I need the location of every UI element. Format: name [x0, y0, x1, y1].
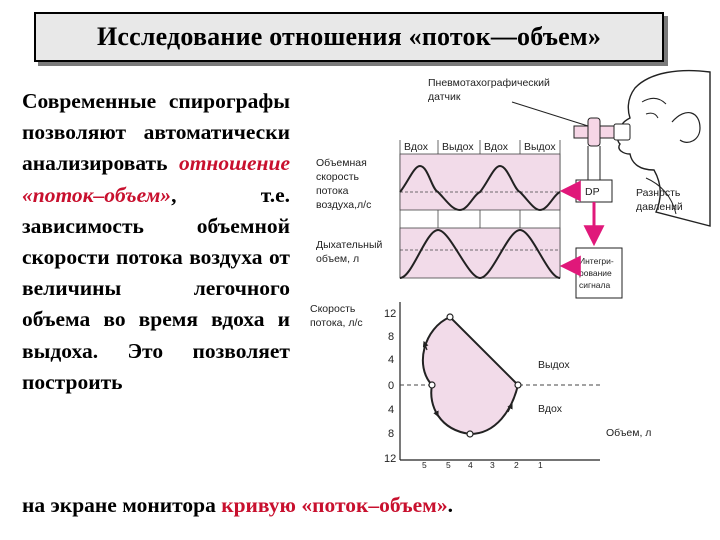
loop-end-point	[429, 382, 435, 388]
dp-label: DP	[585, 186, 600, 198]
integration-label-line1: Интегри-	[579, 256, 614, 266]
expiration-label: Выдох	[538, 359, 570, 371]
peak-inspiratory-point	[467, 431, 473, 437]
y-tick-6: 8	[388, 428, 395, 440]
body-paragraph	[22, 86, 290, 398]
body-text-part1: Современные спирографы позволяют автоматически анализировать	[22, 89, 290, 176]
y-tick-1: 12	[384, 308, 397, 320]
x-tick-4: 3	[490, 460, 495, 470]
x-tick-2: 5	[446, 460, 451, 470]
y-tick-7: 12	[384, 453, 397, 465]
y-tick-5: 4	[388, 404, 395, 416]
title-box	[34, 12, 664, 62]
peak-expiratory-point	[447, 314, 453, 320]
pressure-label-line1: Разность	[636, 187, 681, 199]
x-tick-5: 2	[514, 460, 519, 470]
inspiration-label: Вдох	[538, 403, 562, 415]
pressure-label-line2: давлений	[636, 201, 683, 213]
y-tick-2: 8	[388, 331, 395, 343]
body-last-line	[22, 490, 712, 520]
body-text-part3: на экране монитора	[22, 493, 222, 517]
highlight-flow-volume-curve: кривую «поток–объем»	[221, 493, 448, 517]
volume-label-line2: объем, л	[316, 253, 360, 265]
body-text-part4: .	[447, 493, 453, 517]
y-tick-3: 4	[388, 354, 395, 366]
flow-label-line1: Объемная	[316, 157, 367, 169]
phase-label-2: Выдох	[442, 141, 474, 153]
phase-label-4: Выдох	[524, 141, 556, 153]
integration-label-line3: сигнала	[579, 280, 611, 290]
spirography-diagram	[300, 66, 712, 470]
sensor-pointer-line	[512, 102, 588, 126]
y-tick-4: 0	[388, 380, 395, 392]
x-tick-3: 4	[468, 460, 473, 470]
phase-label-3: Вдох	[484, 141, 508, 153]
loop-y-label-line2: потока, л/с	[310, 317, 363, 329]
flow-waveform-panel	[400, 154, 560, 210]
volume-axis-label: Объем, л	[606, 427, 652, 439]
volume-label-line1: Дыхательный	[316, 239, 383, 251]
integration-label-line2: рование	[579, 268, 612, 278]
loop-y-label-line1: Скорость	[310, 303, 356, 315]
flow-label-line2: скорость	[316, 171, 360, 183]
x-tick-1: 5	[422, 460, 427, 470]
flow-label-line3: потока	[316, 185, 349, 197]
volume-waveform-panel	[400, 228, 560, 278]
highlight-flow-volume-relation: отношение «поток–объем»	[22, 151, 290, 207]
body-text-part2: , т.е. зависимость объемной скорости потока воздуха от величины легочного объема во время вдоха и выдоха. Это позволяет построить	[22, 182, 290, 394]
loop-start-point	[515, 382, 521, 388]
sensor-label-line2: датчик	[428, 91, 461, 103]
sensor-label-line1: Пневмотахографический	[428, 77, 550, 89]
x-tick-6: 1	[538, 460, 543, 470]
flow-label-line4: воздуха,л/с	[316, 199, 372, 211]
page-title: Исследование отношения «поток—объем»	[96, 22, 602, 51]
phase-label-1: Вдох	[404, 141, 428, 153]
flow-volume-loop-chart	[384, 302, 651, 470]
